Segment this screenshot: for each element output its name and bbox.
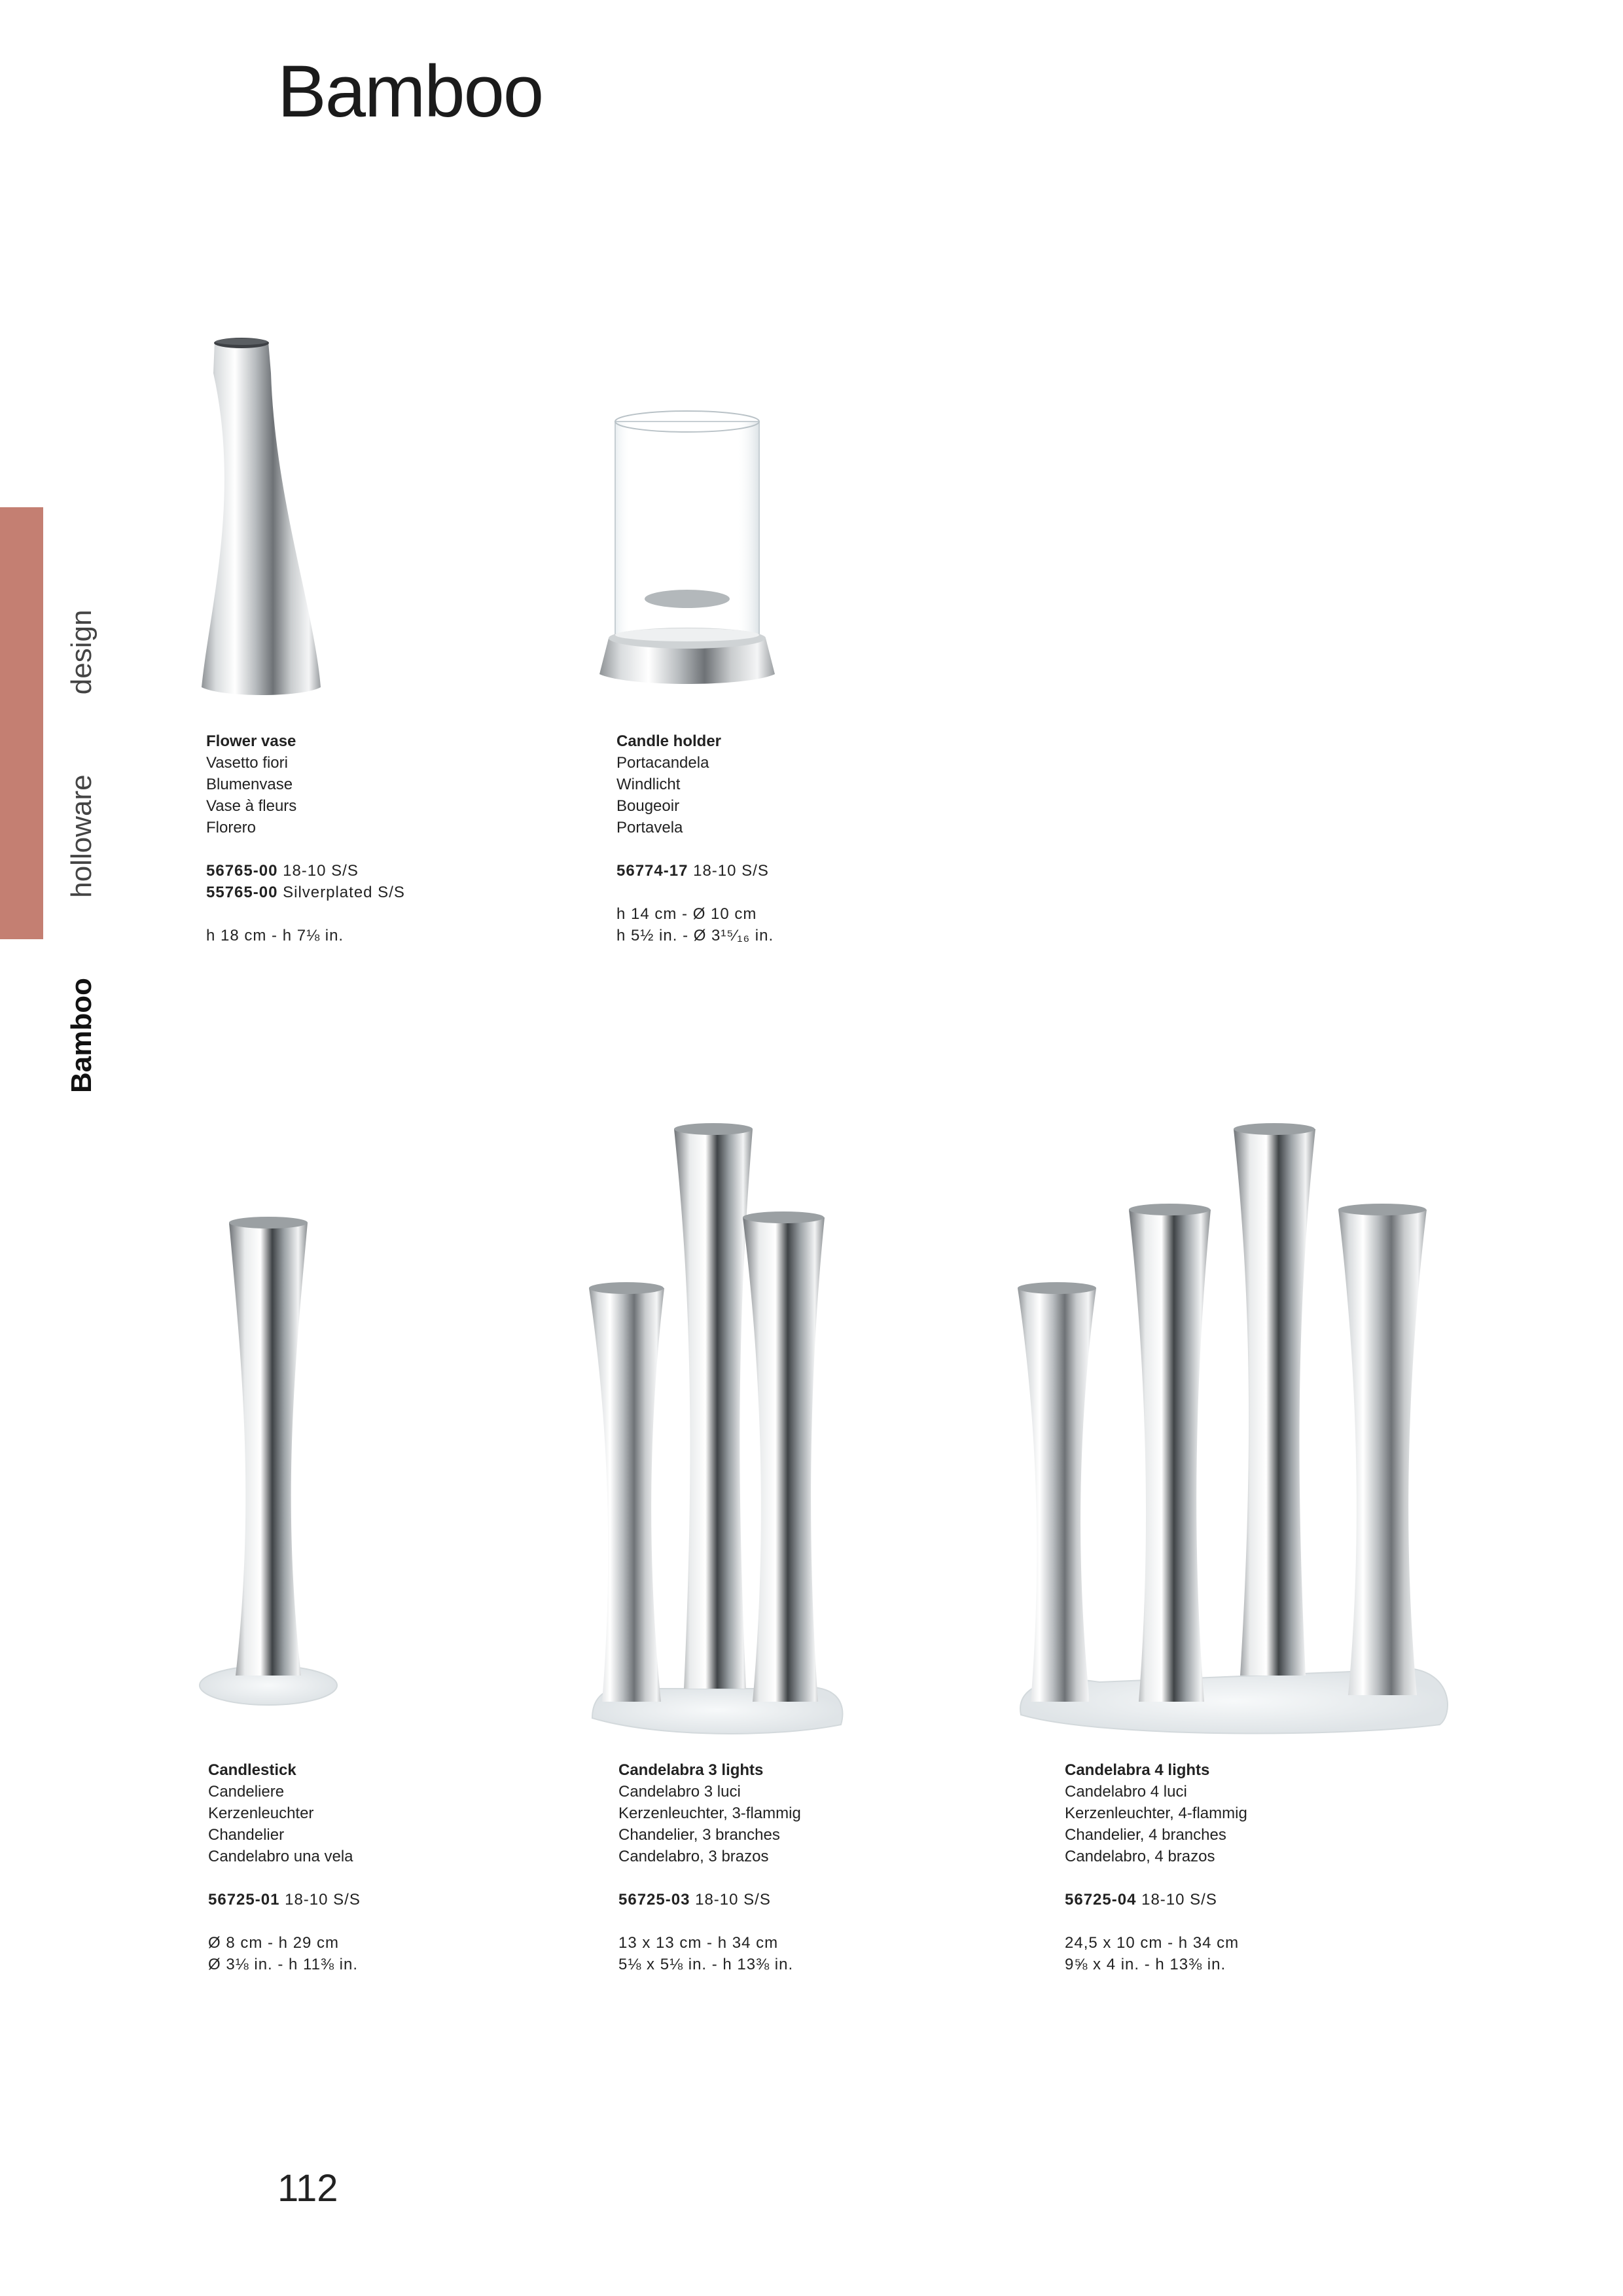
product-material: Silverplated S/S (283, 884, 405, 901)
candlestick-image (196, 1204, 340, 1715)
translation-de: Kerzenleuchter, 3-flammig (618, 1804, 801, 1822)
side-label-category: holloware (65, 774, 98, 898)
translation-it: Portacandela (616, 754, 709, 772)
product-material: 18-10 S/S (285, 1891, 361, 1909)
product-code-line (616, 860, 774, 882)
product-dimensions-imperial: Ø 3⅛ in. - h 11⅜ in. (208, 1956, 359, 1973)
product-candelabra-3-lights (618, 1759, 801, 1975)
product-code: 56725-04 (1065, 1891, 1137, 1909)
product-dimensions-imperial: 9⅝ x 4 in. - h 13⅜ in. (1065, 1956, 1226, 1973)
page-number: 112 (277, 2167, 338, 2210)
translation-es: Candelabro, 3 brazos (618, 1848, 769, 1865)
product-code: 55765-00 (206, 884, 278, 901)
translation-es: Portavela (616, 819, 683, 836)
product-code: 56725-03 (618, 1891, 690, 1909)
translation-fr: Bougeoir (616, 797, 680, 815)
product-dimensions: 24,5 x 10 cm - h 34 cm (1065, 1934, 1240, 1952)
candelabra-4-lights-image (1008, 1113, 1453, 1734)
product-material: 18-10 S/S (693, 862, 769, 880)
product-code-line (618, 1889, 801, 1910)
section-color-tab (0, 507, 43, 939)
product-code-line (1065, 1889, 1247, 1910)
product-name: Candle holder (616, 732, 722, 750)
product-code: 56774-17 (616, 862, 688, 880)
product-material: 18-10 S/S (695, 1891, 771, 1909)
candle-holder-image (589, 406, 785, 700)
translation-es: Candelabro, 4 brazos (1065, 1848, 1215, 1865)
product-code: 56765-00 (206, 862, 278, 880)
product-code-line (206, 882, 405, 903)
candelabra-3-lights-image (579, 1113, 854, 1734)
product-code: 56725-01 (208, 1891, 280, 1909)
product-material: 18-10 S/S (1141, 1891, 1217, 1909)
translation-de: Kerzenleuchter, 4-flammig (1065, 1804, 1247, 1822)
product-dimensions: h 14 cm - Ø 10 cm (616, 905, 757, 923)
product-candelabra-4-lights (1065, 1759, 1247, 1975)
product-dimensions: h 18 cm - h 7⅛ in. (206, 927, 344, 944)
translation-de: Windlicht (616, 776, 681, 793)
product-material: 18-10 S/S (283, 862, 359, 880)
product-dimensions-imperial: 5⅛ x 5⅛ in. - h 13⅜ in. (618, 1956, 794, 1973)
product-candlestick (208, 1759, 361, 1975)
translation-fr: Chandelier (208, 1826, 285, 1844)
product-name: Candelabra 3 lights (618, 1761, 764, 1779)
product-dimensions-imperial: h 5½ in. - Ø 3¹⁵⁄₁₆ in. (616, 927, 774, 944)
product-name: Flower vase (206, 732, 296, 750)
side-label-collection: Bamboo (65, 978, 98, 1093)
product-name: Candelabra 4 lights (1065, 1761, 1210, 1779)
translation-it: Candelabro 3 luci (618, 1783, 741, 1801)
product-dimensions: Ø 8 cm - h 29 cm (208, 1934, 340, 1952)
product-code-line (206, 860, 405, 882)
translation-it: Vasetto fiori (206, 754, 288, 772)
product-name: Candlestick (208, 1761, 296, 1779)
translation-fr: Chandelier, 4 branches (1065, 1826, 1226, 1844)
flower-vase-image (183, 334, 340, 700)
translation-it: Candeliere (208, 1783, 285, 1801)
translation-it: Candelabro 4 luci (1065, 1783, 1187, 1801)
product-flower-vase (206, 730, 405, 946)
product-code-line (208, 1889, 361, 1910)
side-label-line: design (65, 609, 98, 695)
translation-es: Candelabro una vela (208, 1848, 353, 1865)
product-candle-holder (616, 730, 774, 946)
translation-de: Blumenvase (206, 776, 293, 793)
product-dimensions: 13 x 13 cm - h 34 cm (618, 1934, 779, 1952)
translation-es: Florero (206, 819, 257, 836)
page-title: Bamboo (277, 50, 543, 132)
section-side-label (65, 610, 98, 1093)
translation-fr: Vase à fleurs (206, 797, 297, 815)
translation-de: Kerzenleuchter (208, 1804, 314, 1822)
translation-fr: Chandelier, 3 branches (618, 1826, 780, 1844)
